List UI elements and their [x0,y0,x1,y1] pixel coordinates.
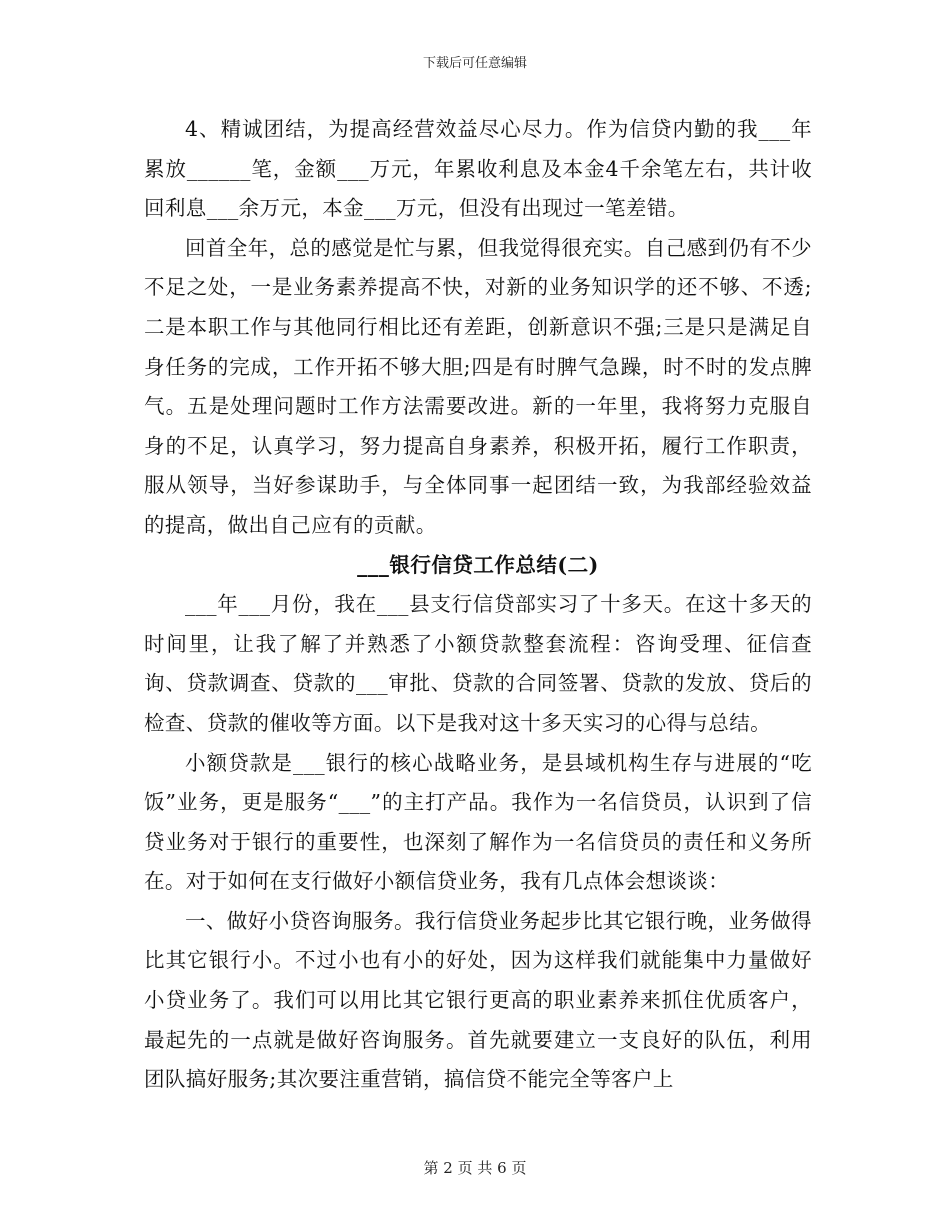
paragraph-internship-intro: ___年___月份，我在___县支行信贷部实习了十多天。在这十多天的时间里，让我了解了并熟悉了小额贷款整套流程：咨询受理、征信查询、贷款调查、贷款的___审批、贷款的合同签署、贷款的发放、贷后的检查、贷款的催收等方面。以下是我对这十多天实习的心得与总结。 [144,592,812,735]
page-number: 第 2 页 共 6 页 [423,1159,527,1177]
paragraph-year-review: 回首全年，总的感觉是忙与累，但我觉得很充实。自己感到仍有不少不足之处，一是业务素养提高不快，对新的业务知识学的还不够、不透;二是本职工作与其他同行相比还有差距，创新意识不强;三是只是满足自身任务的完成，工作开拓不够大胆;四是有时脾气急躁，时不时的发点脾气。五是处理问题时工作方法需要改进。新的一年里，我将努力克服自身的不足，认真学习，努力提高自身素养，积极开拓，履行工作职责，服从领导，当好参谋助手，与全体同事一起团结一致，为我部经验效益的提高，做出自己应有的贡献。 [144,235,812,537]
paragraph-integrity-unity: 4、精诚团结，为提高经营效益尽心尽力。作为信贷内勤的我___年累放______笔，金额___万元，年累收利息及本金4千余笔左右，共计收回利息___余万元，本金___万元，但没有出现过一笔差错。 [144,117,812,221]
page-header: 下载后可任意编辑 [422,56,527,71]
document-body [144,110,812,1100]
paragraph-consulting-service: 一、做好小贷咨询服务。我行信贷业务起步比其它银行晚，业务做得比其它银行小。不过小也有小的好处，因为这样我们就能集中力量做好小贷业务了。我们可以用比其它银行更高的职业素养来抓住优质客户，最起先的一点就是做好咨询服务。首先就要建立一支良好的队伍，利用团队搞好服务;其次要注重营销，搞信贷不能完全等客户上 [144,908,812,1092]
paragraph-microloan-importance: 小额贷款是___银行的核心战略业务，是县域机构生存与进展的“吃饭”业务，更是服务“___”的主打产品。我作为一名信贷员，认识到了信贷业务对于银行的重要性，也深刻了解作为一名信贷员的责任和义务所在。对于如何在支行做好小额信贷业务，我有几点体会想谈谈： [144,750,812,894]
section-title: ___银行信贷工作总结(二) [357,552,599,577]
